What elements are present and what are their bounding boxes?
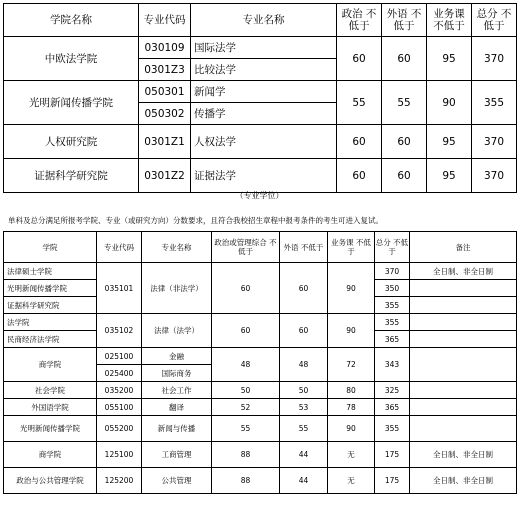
header-politics-or-management: 政治或管理综合 不低于: [212, 232, 280, 263]
major-cell: 传播学: [191, 103, 337, 125]
total-cell: 343: [375, 348, 410, 382]
total-cell: 370: [472, 37, 517, 81]
remark-cell: [410, 382, 517, 399]
professional-degree-score-table: [3, 231, 517, 494]
business-cell: 90: [328, 314, 375, 348]
remark-cell: 全日制、非全日制: [410, 468, 517, 494]
language-cell: 60: [382, 125, 427, 159]
major-cell: 国际商务: [142, 365, 212, 382]
header-major: 专业名称: [142, 232, 212, 263]
college-cell: 民商经济法学院: [4, 331, 97, 348]
major-cell: 比较法学: [191, 59, 337, 81]
table-row: [4, 159, 517, 193]
business-cell: 72: [328, 348, 375, 382]
code-cell: 125100: [97, 442, 142, 468]
academic-degree-score-table: [3, 3, 517, 193]
business-cell: 78: [328, 399, 375, 416]
business-cell: 无: [328, 468, 375, 494]
language-cell: 50: [280, 382, 328, 399]
code-cell: 035101: [97, 263, 142, 314]
remark-cell: [410, 399, 517, 416]
major-cell: 金融: [142, 348, 212, 365]
major-cell: 新闻学: [191, 81, 337, 103]
total-cell: 350: [375, 280, 410, 297]
total-cell: 355: [472, 81, 517, 125]
table-row: [4, 399, 517, 416]
remark-cell: 全日制、非全日制: [410, 263, 517, 280]
code-cell: 0301Z2: [139, 159, 191, 193]
language-cell: 60: [382, 37, 427, 81]
politics-cell: 55: [212, 416, 280, 442]
header-code: 专业代码: [139, 4, 191, 37]
header-remark: 备注: [410, 232, 517, 263]
college-cell: 政治与公共管理学院: [4, 468, 97, 494]
college-cell: 社会学院: [4, 382, 97, 399]
remark-cell: [410, 314, 517, 331]
table-row: [4, 81, 517, 103]
politics-cell: 52: [212, 399, 280, 416]
business-cell: 无: [328, 442, 375, 468]
code-cell: 030109: [139, 37, 191, 59]
remark-cell: [410, 348, 517, 382]
college-cell: 证据科学研究院: [4, 159, 139, 193]
total-cell: 370: [375, 263, 410, 280]
language-cell: 53: [280, 399, 328, 416]
major-cell: 国际法学: [191, 37, 337, 59]
major-cell: 法律（非法学）: [142, 263, 212, 314]
politics-cell: 50: [212, 382, 280, 399]
business-cell: 95: [427, 159, 472, 193]
total-cell: 355: [375, 297, 410, 314]
politics-cell: 60: [337, 125, 382, 159]
language-cell: 44: [280, 468, 328, 494]
table-row: [4, 37, 517, 59]
college-cell: 光明新闻传播学院: [4, 280, 97, 297]
total-cell: 175: [375, 442, 410, 468]
politics-cell: 55: [337, 81, 382, 125]
header-language: 外语 不低于: [280, 232, 328, 263]
politics-cell: 60: [212, 314, 280, 348]
total-cell: 325: [375, 382, 410, 399]
retest-requirement-note: 单科及总分满足所报考学院、专业（或研究方向）分数要求，且符合我校招生章程中报考条件的考生可进入复试。: [8, 216, 383, 225]
total-cell: 370: [472, 159, 517, 193]
language-cell: 60: [382, 159, 427, 193]
table-row: [4, 468, 517, 494]
header-college: 学院名称: [4, 4, 139, 37]
language-cell: 44: [280, 442, 328, 468]
remark-cell: [410, 331, 517, 348]
header-code: 专业代码: [97, 232, 142, 263]
politics-cell: 88: [212, 442, 280, 468]
code-cell: 025100: [97, 348, 142, 365]
remark-cell: [410, 297, 517, 314]
college-cell: 人权研究院: [4, 125, 139, 159]
politics-cell: 48: [212, 348, 280, 382]
professional-degree-subtitle: （专业学位）: [235, 191, 284, 200]
header-politics: 政治 不低于: [337, 4, 382, 37]
code-cell: 055100: [97, 399, 142, 416]
college-cell: 法律硕士学院: [4, 263, 97, 280]
college-cell: 光明新闻传播学院: [4, 81, 139, 125]
college-cell: 中欧法学院: [4, 37, 139, 81]
college-cell: 外国语学院: [4, 399, 97, 416]
business-cell: 95: [427, 37, 472, 81]
major-cell: 社会工作: [142, 382, 212, 399]
code-cell: 025400: [97, 365, 142, 382]
college-cell: 商学院: [4, 442, 97, 468]
code-cell: 125200: [97, 468, 142, 494]
table-header-row: [4, 4, 517, 37]
language-cell: 55: [382, 81, 427, 125]
language-cell: 60: [280, 263, 328, 314]
major-cell: 公共管理: [142, 468, 212, 494]
college-cell: 商学院: [4, 348, 97, 382]
business-cell: 90: [427, 81, 472, 125]
header-language: 外语 不低于: [382, 4, 427, 37]
politics-cell: 60: [337, 159, 382, 193]
total-cell: 355: [375, 314, 410, 331]
header-business: 业务课 不低于: [427, 4, 472, 37]
code-cell: 055200: [97, 416, 142, 442]
table-row: [4, 382, 517, 399]
total-cell: 355: [375, 416, 410, 442]
code-cell: 035102: [97, 314, 142, 348]
major-cell: 工商管理: [142, 442, 212, 468]
header-college: 学院: [4, 232, 97, 263]
college-cell: 法学院: [4, 314, 97, 331]
major-cell: 证据法学: [191, 159, 337, 193]
total-cell: 365: [375, 399, 410, 416]
major-cell: 法律（法学）: [142, 314, 212, 348]
table-header-row: [4, 232, 517, 263]
code-cell: 050302: [139, 103, 191, 125]
language-cell: 48: [280, 348, 328, 382]
code-cell: 0301Z3: [139, 59, 191, 81]
table-row: [4, 263, 517, 280]
major-cell: 翻译: [142, 399, 212, 416]
header-total: 总分 不低于: [375, 232, 410, 263]
table-row: [4, 348, 517, 365]
language-cell: 60: [280, 314, 328, 348]
header-total: 总分 不低于: [472, 4, 517, 37]
remark-cell: 全日制、非全日制: [410, 442, 517, 468]
politics-cell: 60: [337, 37, 382, 81]
remark-cell: [410, 416, 517, 442]
code-cell: 035200: [97, 382, 142, 399]
table-row: [4, 314, 517, 331]
total-cell: 175: [375, 468, 410, 494]
header-business: 业务课 不低于: [328, 232, 375, 263]
politics-cell: 88: [212, 468, 280, 494]
table-row: [4, 416, 517, 442]
remark-cell: [410, 280, 517, 297]
total-cell: 370: [472, 125, 517, 159]
business-cell: 95: [427, 125, 472, 159]
college-cell: 光明新闻传播学院: [4, 416, 97, 442]
table-row: [4, 125, 517, 159]
total-cell: 365: [375, 331, 410, 348]
business-cell: 90: [328, 416, 375, 442]
politics-cell: 60: [212, 263, 280, 314]
business-cell: 90: [328, 263, 375, 314]
major-cell: 人权法学: [191, 125, 337, 159]
header-major: 专业名称: [191, 4, 337, 37]
major-cell: 新闻与传播: [142, 416, 212, 442]
business-cell: 80: [328, 382, 375, 399]
language-cell: 55: [280, 416, 328, 442]
college-cell: 证据科学研究院: [4, 297, 97, 314]
code-cell: 050301: [139, 81, 191, 103]
table-row: [4, 442, 517, 468]
code-cell: 0301Z1: [139, 125, 191, 159]
